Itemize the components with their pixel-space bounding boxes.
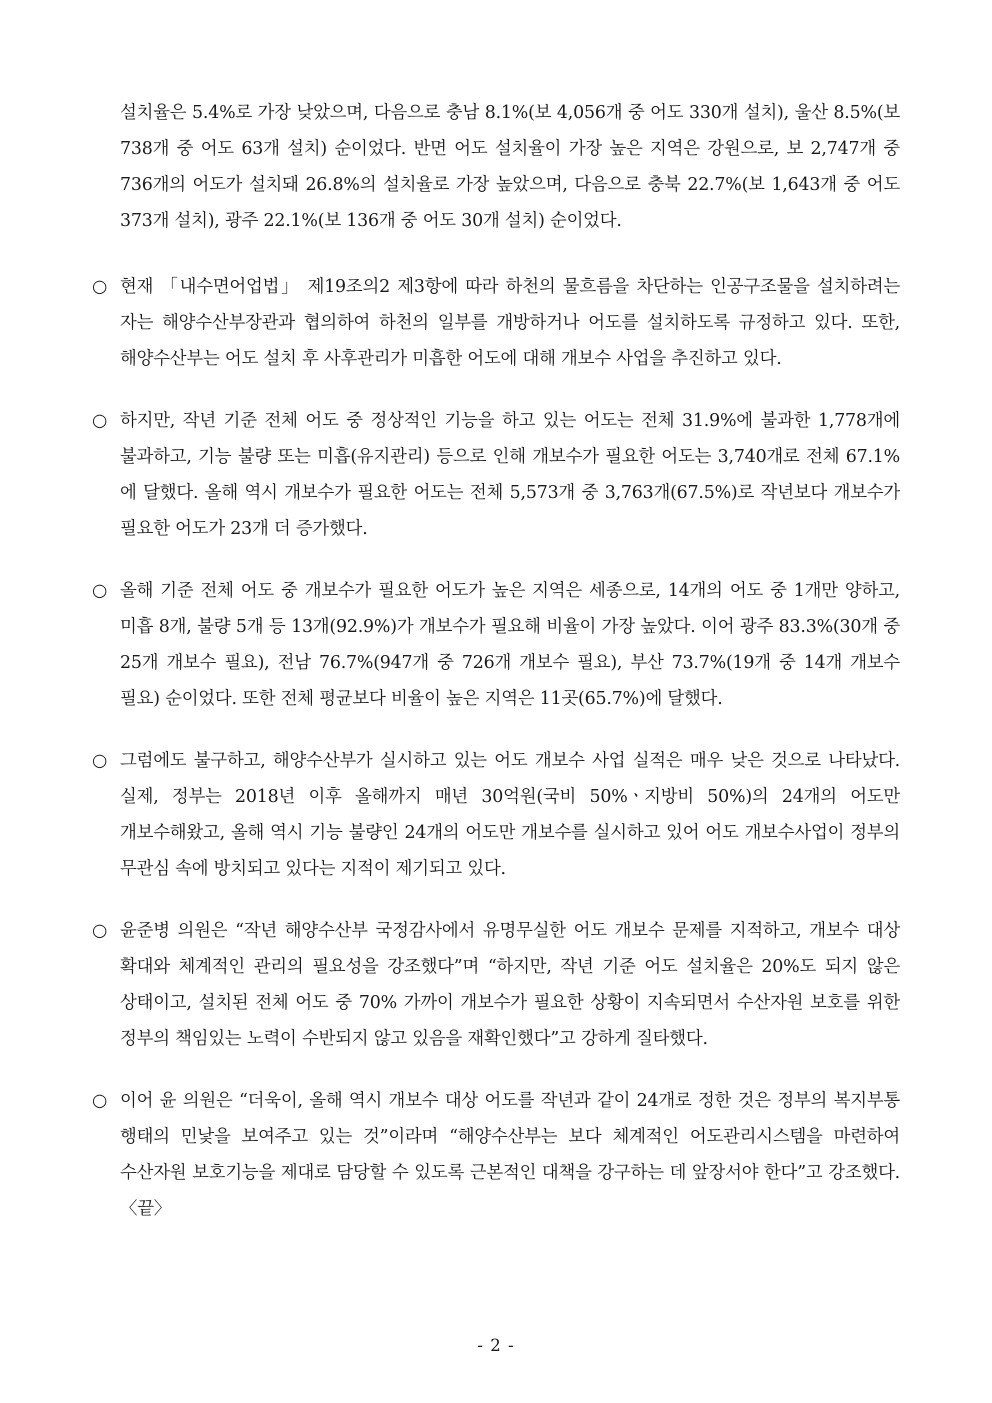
bullet-marker: ○ <box>92 411 108 431</box>
paragraph-text: 그럼에도 불구하고, 해양수산부가 실시하고 있는 어도 개보수 사업 실적은 매우 낮은 것으로 나타났다. 실제, 정부는 2018년 이후 올해까지 매년 30억원(국비 50%ㆍ지방비 50%)의 24개의 어도만 개보수해왔고, 올해 역시 기능 불량인 24개의 어도만 개보수를 실시하고 있어 어도 개보수사업이 정부의 무관심 속에 방치되고 있다는 지적이 제기되고 있다. <box>120 751 906 879</box>
paragraph-item <box>92 913 906 1057</box>
paragraph-item <box>92 743 906 887</box>
document-body <box>92 95 906 1227</box>
paragraph-text: 이어 윤 의원은 “더욱이, 올해 역시 개보수 대상 어도를 작년과 같이 24개로 정한 것은 정부의 복지부통 행태의 민낯을 보여주고 있는 것”이라며 “해양수산부는 보다 체계적인 어도관리시스템을 마련하여 수산자원 보호기능을 제대로 담당할 수 있도록 근본적인 대책을 강구하는 데 앞장서야 한다”고 강조했다. 〈끝〉 <box>120 1091 906 1219</box>
bullet-marker: ○ <box>92 581 108 601</box>
paragraph-text: 올해 기준 전체 어도 중 개보수가 필요한 어도가 높은 지역은 세종으로, 14개의 어도 중 1개만 양하고, 미흡 8개, 불량 5개 등 13개(92.9%)가 개보수가 필요해 비율이 가장 높았다. 이어 광주 83.3%(30개 중 25개 개보수 필요), 전남 76.7%(947개 중 726개 개보수 필요), 부산 73.7%(19개 중 14개 개보수 필요) 순이었다. 또한 전체 평균보다 비율이 높은 지역은 11곳(65.7%)에 달했다. <box>120 581 906 709</box>
paragraph-item <box>92 573 906 717</box>
page-number: - 2 - <box>477 1336 515 1355</box>
paragraph-text: 현재 「내수면어업법」 제19조의2 제3항에 따라 하천의 물흐름을 차단하는 인공구조물을 설치하려는 자는 해양수산부장관과 협의하여 하천의 일부를 개방하거나 어도를 설치하도록 규정하고 있다. 또한, 해양수산부는 어도 설치 후 사후관리가 미흡한 어도에 대해 개보수 사업을 추진하고 있다. <box>120 277 906 369</box>
paragraph-text: 설치율은 5.4%로 가장 낮았으며, 다음으로 충남 8.1%(보 4,056개 중 어도 330개 설치), 울산 8.5%(보 738개 중 어도 63개 설치) 순이었다. 반면 어도 설치율이 가장 높은 지역은 강원으로, 보 2,747개 중 736개의 어도가 설치돼 26.8%의 설치율로 가장 높았으며, 다음으로 충북 22.7%(보 1,643개 중 어도 373개 설치), 광주 22.1%(보 136개 중 어도 30개 설치) 순이었다. <box>120 103 906 231</box>
bullet-marker: ○ <box>92 277 108 297</box>
paragraph-item <box>92 403 906 547</box>
paragraph-text: 하지만, 작년 기준 전체 어도 중 정상적인 기능을 하고 있는 어도는 전체 31.9%에 불과한 1,778개에 불과하고, 기능 불량 또는 미흡(유지관리) 등으로 인해 개보수가 필요한 어도는 3,740개로 전체 67.1%에 달했다. 올해 역시 개보수가 필요한 어도는 전체 5,573개 중 3,763개(67.5%)로 작년보다 개보수가 필요한 어도가 23개 더 증가했다. <box>120 411 906 539</box>
bullet-marker: ○ <box>92 921 108 941</box>
paragraph-continuation <box>92 95 906 239</box>
paragraph-item <box>92 269 906 377</box>
paragraph-item <box>92 1083 906 1227</box>
bullet-marker: ○ <box>92 751 108 771</box>
bullet-marker: ○ <box>92 1091 108 1111</box>
paragraph-text: 윤준병 의원은 “작년 해양수산부 국정감사에서 유명무실한 어도 개보수 문제를 지적하고, 개보수 대상 확대와 체계적인 관리의 필요성을 강조했다”며 “하지만, 작년 기준 어도 설치율은 20%도 되지 않은 상태이고, 설치된 전체 어도 중 70% 가까이 개보수가 필요한 상황이 지속되면서 수산자원 보호를 위한 정부의 책임있는 노력이 수반되지 않고 있음을 재확인했다”고 강하게 질타했다. <box>120 921 906 1049</box>
